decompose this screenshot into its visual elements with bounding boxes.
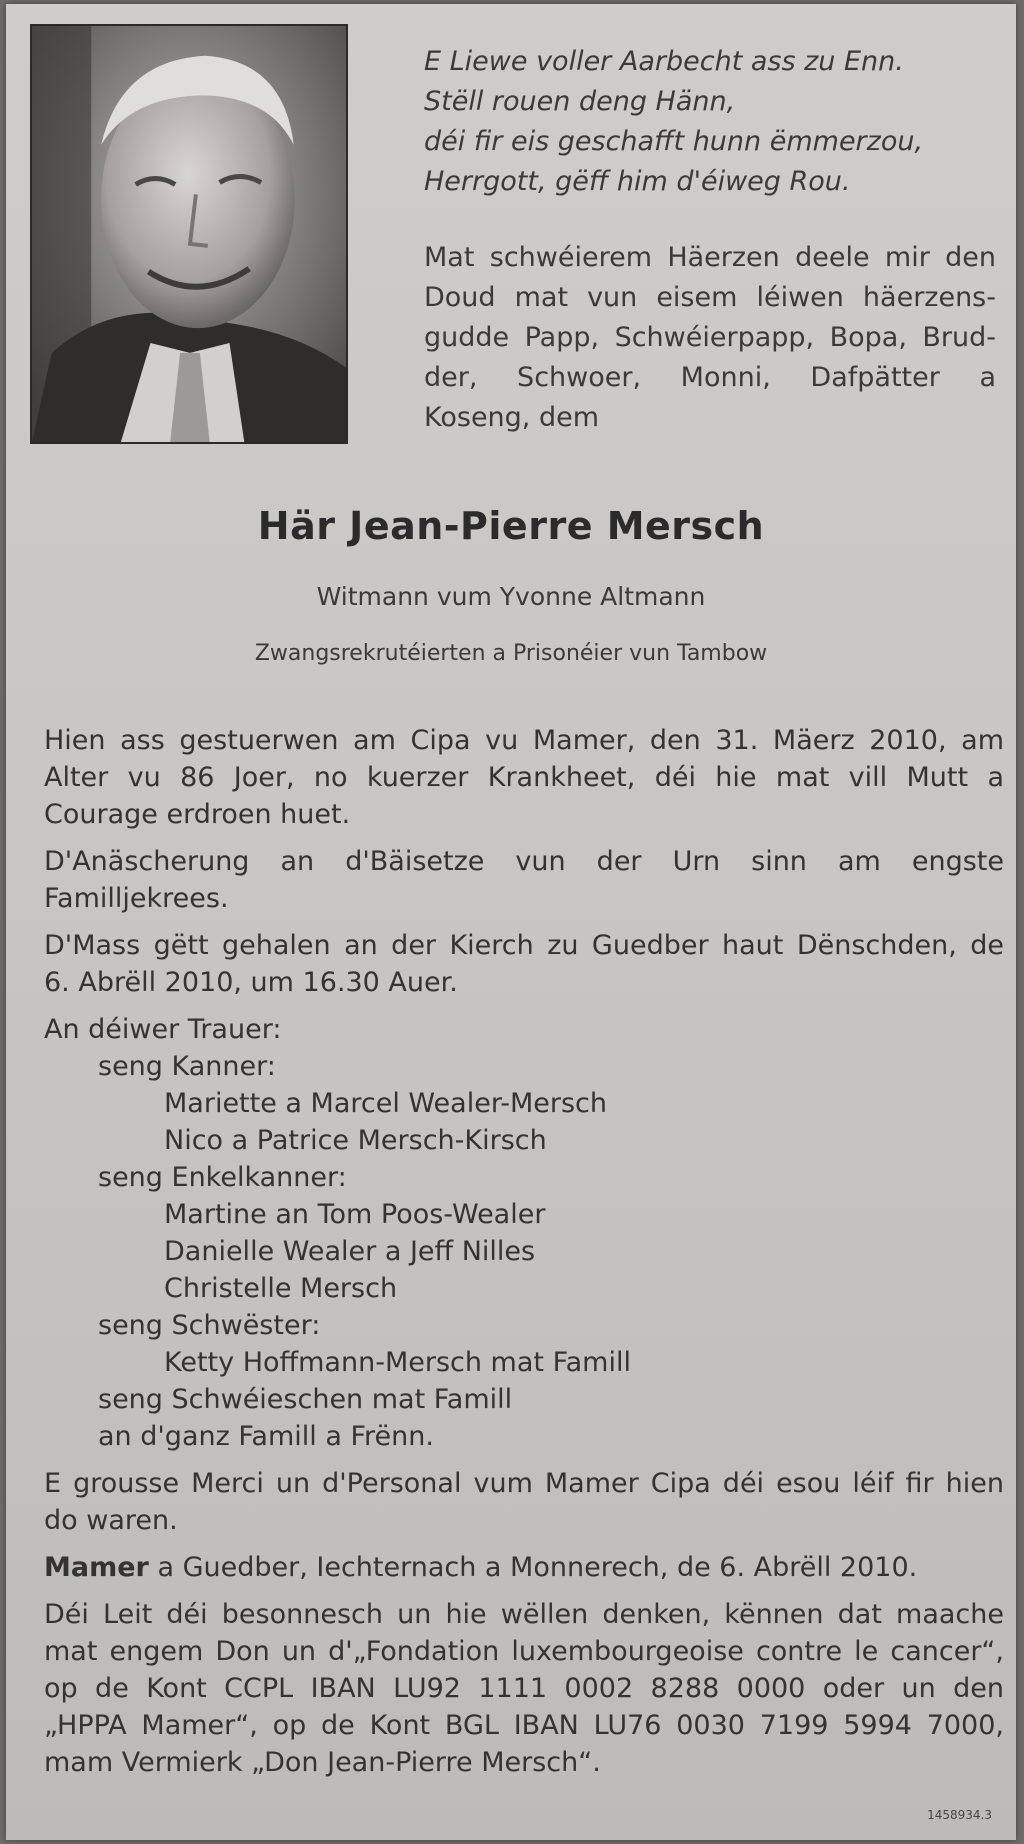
- widower-line: Witmann vum Yvonne Altmann: [316, 582, 706, 611]
- announcement-intro: [424, 238, 996, 438]
- mourner-line: Christelle Mersch: [164, 1273, 398, 1304]
- mourner-line: seng Kanner:: [98, 1051, 276, 1082]
- mourners-list: [44, 1011, 1004, 1455]
- donation-line: Déi Leit déi besonnesch un hie wëllen denken, kënnen dat maache: [44, 1599, 1004, 1630]
- mass-line: D'Mass gëtt gehalen an der Kierch zu Guedber haut Dënschden, de: [44, 930, 1004, 961]
- mourner-line: Nico a Patrice Mersch-Kirsch: [164, 1125, 547, 1156]
- place-date-line: [44, 1549, 1004, 1586]
- intro-line: Mat schwéierem Häerzen deele mir den: [424, 242, 996, 273]
- thanks-line: E grousse Merci un d'Personal vum Mamer Cipa déi esou léif fir hien: [44, 1468, 1004, 1499]
- mourner-line: seng Enkelkanner:: [98, 1162, 347, 1193]
- mourner-line: Ketty Hoffmann-Mersch mat Famill: [164, 1347, 631, 1378]
- intro-line: der, Schwoer, Monni, Dafpätter a: [424, 362, 996, 393]
- poem-line: E Liewe voller Aarbecht ass zu Enn.: [424, 46, 904, 77]
- obituary-body: [44, 722, 1004, 1791]
- mourner-line: Danielle Wealer a Jeff Nilles: [164, 1236, 536, 1267]
- poem: [424, 42, 1014, 202]
- mourner-line: seng Schwëster:: [98, 1310, 321, 1341]
- donation-paragraph: [44, 1596, 1004, 1781]
- mass-paragraph: [44, 927, 1004, 1001]
- mourner-line: Martine an Tom Poos-Wealer: [164, 1199, 546, 1230]
- thanks-paragraph: [44, 1465, 1004, 1539]
- donation-line: „HPPA Mamer“, op de Kont BGL IBAN LU76 0030 7199 5994 7000,: [44, 1710, 1004, 1741]
- poem-line: déi fir eis geschafft hunn ëmmerzou,: [424, 126, 924, 157]
- mourner-line: an d'ganz Famill a Frënn.: [98, 1421, 434, 1452]
- donation-line: mat engem Don un d'„Fondation luxembourgeoise contre le cancer“,: [44, 1636, 1004, 1667]
- intro-line: Doud mat vun eisem léiwen häerzens-: [424, 282, 996, 313]
- cremation-paragraph: [44, 843, 1004, 917]
- place-name: Mamer: [44, 1552, 149, 1583]
- cremation-line: D'Anäscherung an d'Bäisetze vun der Urn sinn am engste: [44, 846, 1004, 877]
- death-line: Hien ass gestuerwen am Cipa vu Mamer, den 31. Mäerz 2010, am: [44, 725, 1004, 756]
- death-line: Courage erdroen huet.: [44, 799, 351, 830]
- poem-line: Herrgott, gëff him d'éiweg Rou.: [424, 166, 851, 197]
- mourner-line: Mariette a Marcel Wealer-Mersch: [164, 1088, 607, 1119]
- mourner-line: seng Schwéieschen mat Famill: [98, 1384, 513, 1415]
- donation-line: op de Kont CCPL IBAN LU92 1111 0002 8288 0000 oder un den: [44, 1673, 1004, 1704]
- deceased-name: Här Jean-Pierre Mersch: [257, 504, 765, 548]
- donation-line: mam Vermierk „Don Jean-Pierre Mersch“.: [44, 1747, 601, 1778]
- reference-number: 1458934.3: [927, 1808, 992, 1822]
- intro-line: Koseng, dem: [424, 402, 600, 433]
- forced-conscript-line: Zwangsrekrutéierten a Prisonéier vun Tambow: [254, 641, 768, 666]
- obituary-page: [6, 4, 1016, 1840]
- poem-line: Stëll rouen deng Hänn,: [424, 86, 736, 117]
- intro-line: gudde Papp, Schwéierpapp, Bopa, Brud-: [424, 322, 996, 353]
- death-paragraph: [44, 722, 1004, 833]
- mass-line: 6. Abrëll 2010, um 16.30 Auer.: [44, 967, 458, 998]
- cremation-line: Familljekrees.: [44, 883, 229, 914]
- portrait-photo: [30, 24, 348, 444]
- place-date-text: a Guedber, Iechternach a Monnerech, de 6. Abrëll 2010.: [148, 1552, 918, 1583]
- mourners-title: An déiwer Trauer:: [44, 1014, 282, 1045]
- thanks-line: do waren.: [44, 1505, 178, 1536]
- death-line: Alter vu 86 Joer, no kuerzer Krankheet, déi hie mat vill Mutt a: [44, 762, 1004, 793]
